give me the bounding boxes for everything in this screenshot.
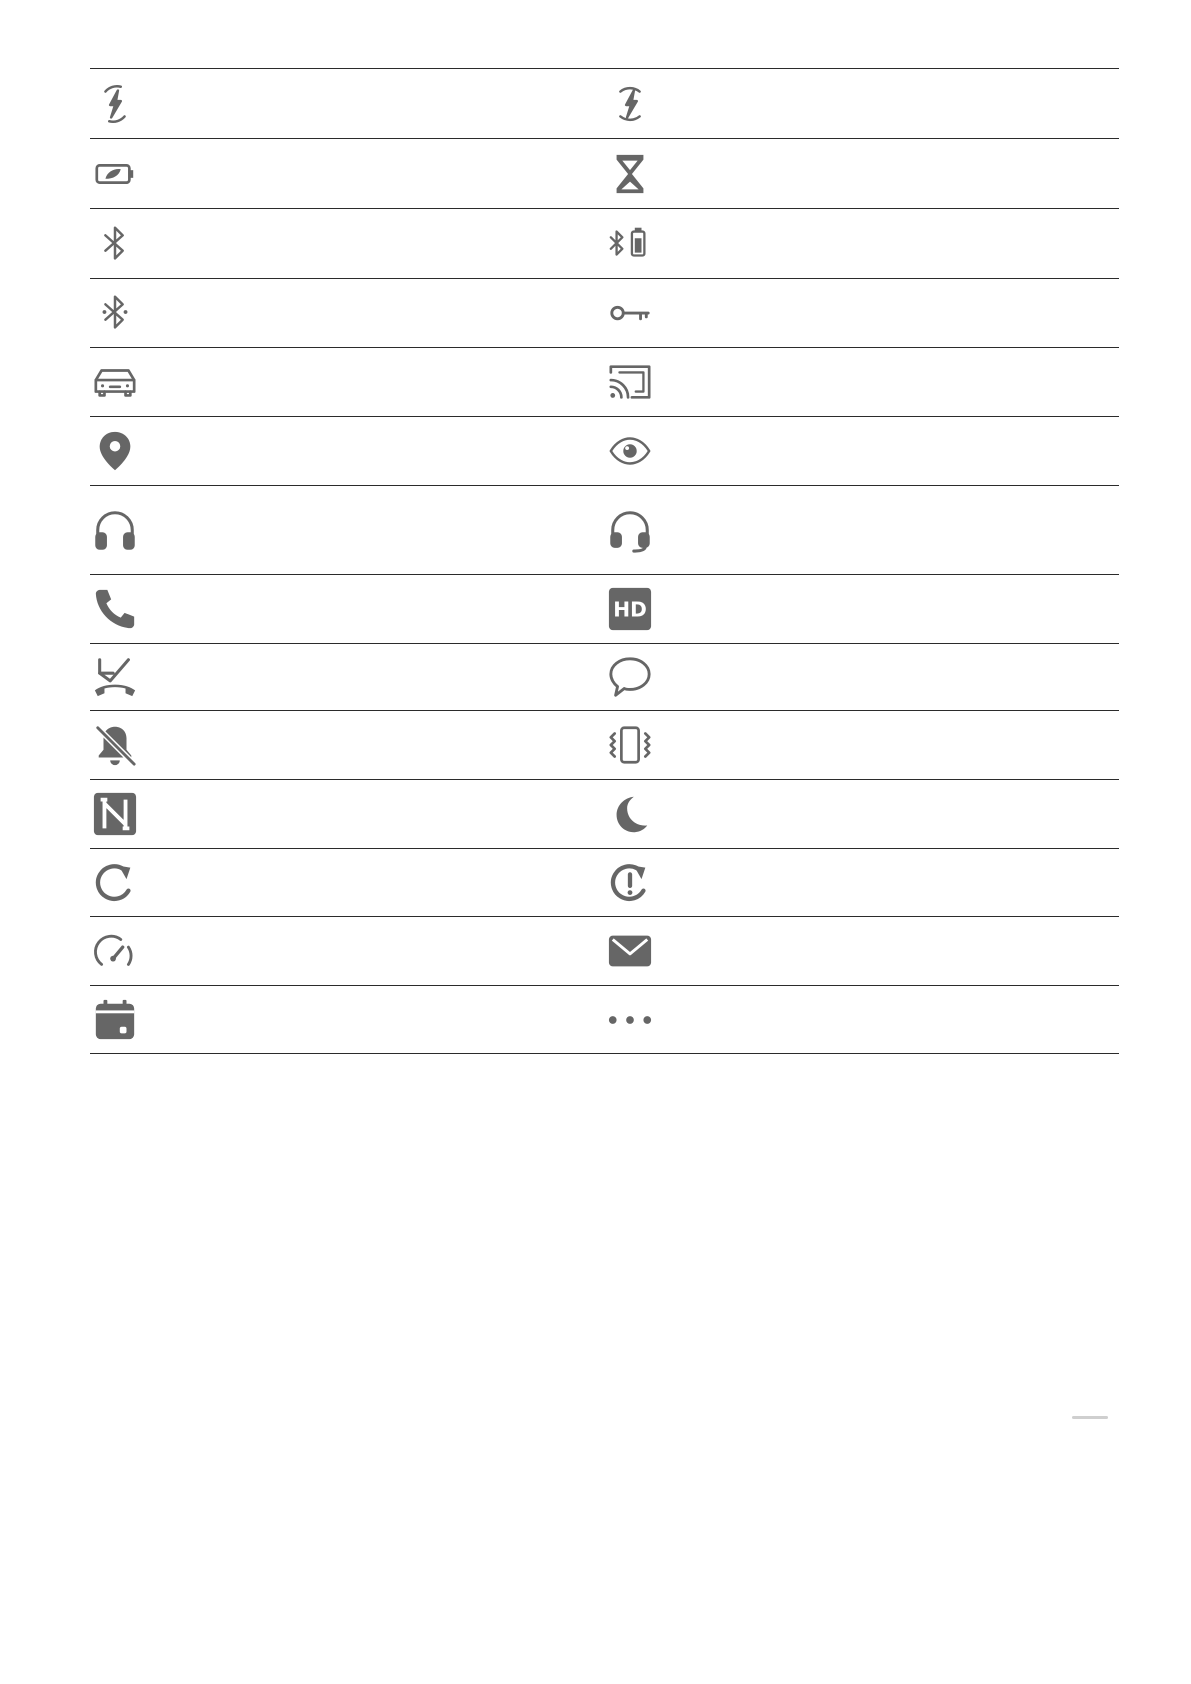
table-cell <box>90 69 605 138</box>
table-row <box>90 69 1119 139</box>
bluetooth-icon <box>92 221 138 267</box>
table-cell <box>605 417 1120 485</box>
more-notifications-icon <box>607 997 653 1043</box>
table-cell <box>90 711 605 779</box>
eye-comfort-icon <box>607 428 653 474</box>
table-row <box>90 209 1119 279</box>
table-cell <box>605 139 1120 208</box>
table-cell <box>90 209 605 278</box>
table-cell <box>605 348 1120 416</box>
table-cell <box>90 780 605 848</box>
table-cell <box>605 279 1120 347</box>
location-pin-icon <box>92 428 138 474</box>
syncing-icon <box>92 860 138 906</box>
table-cell <box>90 486 605 574</box>
driving-mode-icon <box>92 359 138 405</box>
silent-mode-icon <box>92 722 138 768</box>
table-cell <box>605 849 1120 916</box>
table-row <box>90 917 1119 986</box>
missed-call-icon <box>92 654 138 700</box>
svg-text:HD: HD <box>612 597 647 622</box>
table-cell <box>90 575 605 643</box>
performance-mode-icon <box>92 928 138 974</box>
call-in-progress-icon <box>92 586 138 632</box>
bluetooth-device-connected-icon <box>92 290 138 336</box>
do-not-disturb-moon-icon <box>607 791 653 837</box>
table-cell <box>605 69 1120 138</box>
table-row <box>90 711 1119 780</box>
event-reminder-icon <box>92 997 138 1043</box>
table-row <box>90 486 1119 575</box>
table-cell <box>605 644 1120 710</box>
table-cell <box>90 348 605 416</box>
status-icon-table <box>90 68 1119 1054</box>
table-cell <box>605 986 1120 1053</box>
table-cell <box>90 917 605 985</box>
table-cell <box>90 986 605 1053</box>
wireless-super-charging-icon <box>607 81 653 127</box>
table-cell <box>605 486 1120 574</box>
table-row <box>90 986 1119 1054</box>
vpn-key-icon <box>607 290 653 336</box>
table-row <box>90 644 1119 711</box>
table-cell <box>605 575 1120 643</box>
table-row <box>90 348 1119 417</box>
table-cell <box>90 644 605 710</box>
table-row <box>90 279 1119 348</box>
vibrate-icon <box>607 722 653 768</box>
headset-icon <box>92 507 138 553</box>
power-saving-mode-icon <box>92 151 138 197</box>
headset-with-mic-icon <box>607 507 653 553</box>
nfc-icon <box>92 791 138 837</box>
table-row <box>90 139 1119 209</box>
volte-hd-icon <box>607 586 653 632</box>
page-footer-mark <box>1072 1416 1108 1419</box>
table-row <box>90 417 1119 486</box>
unread-messages-icon <box>607 654 653 700</box>
super-charging-icon <box>92 81 138 127</box>
table-row <box>90 780 1119 849</box>
table-cell <box>605 917 1120 985</box>
table-row <box>90 575 1119 644</box>
bluetooth-device-battery-icon <box>607 221 653 267</box>
table-cell <box>90 279 605 347</box>
table-cell <box>90 139 605 208</box>
projection-device-connected-icon <box>607 359 653 405</box>
new-email-icon <box>607 928 653 974</box>
table-cell <box>605 711 1120 779</box>
sync-failed-icon <box>607 860 653 906</box>
table-cell <box>605 209 1120 278</box>
table-cell <box>90 417 605 485</box>
table-cell <box>605 780 1120 848</box>
digital-balance-hourglass-icon <box>607 151 653 197</box>
table-cell <box>90 849 605 916</box>
table-row <box>90 849 1119 917</box>
